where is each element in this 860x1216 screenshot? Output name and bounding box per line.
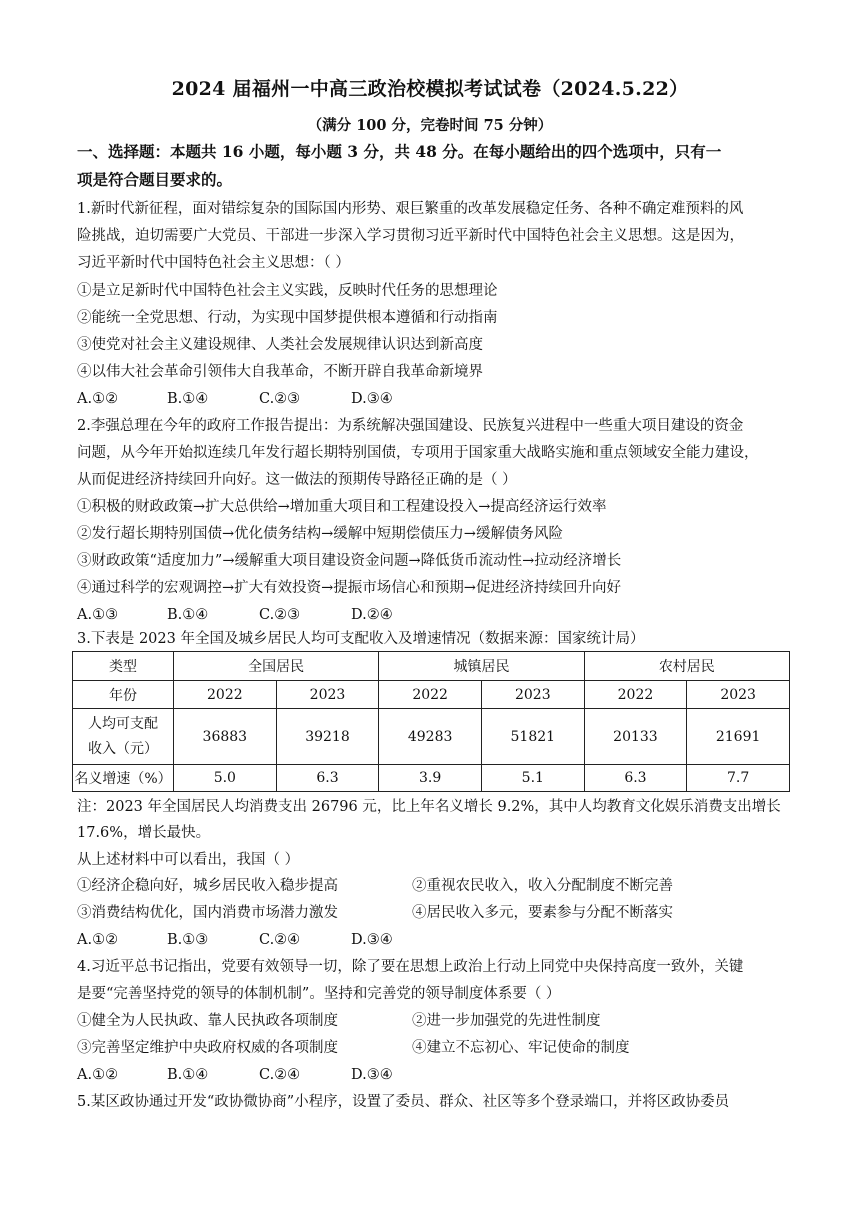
q4-item: ①健全为人民执政、靠人民执政各项制度 [77,1013,338,1029]
q3-note-line: 注：2023 年全国居民人均消费支出 26796 元，比上年名义增长 9.2%，其中人均教育文化娱乐消费支出增长 [77,799,781,815]
table-year-cell: 2022 [584,681,687,709]
exam-title: 2024 届福州一中高三政治校模拟考试试卷（2024.5.22） [171,78,689,100]
q3-item: ③消费结构优化，国内消费市场潜力激发 [77,905,338,921]
q2-choice-b[interactable]: B.①④ [167,607,209,623]
q3-item: ②重视农民收入，收入分配制度不断完善 [412,878,673,894]
table-row [73,709,790,765]
table-growth-cell: 6.3 [584,765,687,792]
q2-item: ①积极的财政政策→扩大总供给→增加重大项目和工程建设投入→提高经济运行效率 [77,499,607,515]
q2-choice-c[interactable]: C.②③ [259,607,301,623]
q3-item: ①经济企稳向好，城乡居民收入稳步提高 [77,878,338,894]
q3-question: 从上述材料中可以看出，我国（ ） [77,852,300,868]
q3-choice-a[interactable]: A.①② [77,932,119,948]
table-year-cell: 2023 [481,681,584,709]
q2-item: ②发行超长期特别国债→优化债务结构→缓解中短期偿债压力→缓解债务风险 [77,526,563,542]
table-year-cell: 2022 [379,681,482,709]
q3-choice-b[interactable]: B.①③ [167,932,209,948]
q1-choice-b[interactable]: B.①④ [167,391,209,407]
table-growth-cell: 3.9 [379,765,482,792]
q4-stem-line: 是要“完善坚持党的领导的体制机制”。坚持和完善党的领导制度体系要（ ） [77,986,561,1002]
q5-stem-line: 5.某区政协通过开发“政协微协商”小程序，设置了委员、群众、社区等多个登录端口，并将区政协委员 [77,1094,730,1110]
table-income-cell: 20133 [584,709,687,765]
q3-stem: 3.下表是 2023 年全国及城乡居民人均可支配收入及增速情况（数据来源：国家统计局） [77,631,645,647]
q4-choice-a[interactable]: A.①② [77,1067,119,1083]
q3-choice-d[interactable]: D.③④ [351,932,393,948]
table-income-cell: 36883 [174,709,277,765]
q3-item: ④居民收入多元，要素参与分配不断落实 [412,905,673,921]
table-header-income [73,709,174,765]
q1-stem-line: 1.新时代新征程，面对错综复杂的国际国内形势、艰巨繁重的改革发展稳定任务、各种不确定难预料的风 [77,201,744,217]
section-heading-line2: 项是符合题目要求的。 [77,170,233,189]
table-header-growth: 名义增速（%） [73,765,174,792]
table-header-year: 年份 [73,681,174,709]
q2-stem-line: 问题，从今年开始拟连续几年发行超长期特别国债，专项用于国家重大战略实施和重点领域安全能力建设， [77,445,759,461]
table-growth-cell: 6.3 [276,765,379,792]
table-income-cell: 21691 [687,709,790,765]
q4-item: ②进一步加强党的先进性制度 [412,1013,601,1029]
table-group-header: 城镇居民 [379,652,584,681]
section-heading-line1: 一、选择题：本题共 16 小题，每小题 3 分，共 48 分。在每小题给出的四个选项中，只有一 [77,142,722,161]
income-label-line1: 人均可支配 [88,715,158,732]
table-row [73,652,790,681]
q1-choice-c[interactable]: C.②③ [259,391,301,407]
table-growth-cell: 5.1 [481,765,584,792]
q4-choice-c[interactable]: C.②④ [259,1067,301,1083]
q2-item: ③财政政策“适度加力”→缓解重大项目建设资金问题→降低货币流动性→拉动经济增长 [77,553,622,569]
table-row [73,681,790,709]
table-year-cell: 2023 [276,681,379,709]
q4-item: ④建立不忘初心、牢记使命的制度 [412,1040,630,1056]
q4-choice-b[interactable]: B.①④ [167,1067,209,1083]
q1-stem-line: 习近平新时代中国特色社会主义思想：（ ） [77,255,350,271]
q1-stem-line: 险挑战，迫切需要广大党员、干部进一步深入学习贯彻习近平新时代中国特色社会主义思想。这是因为， [77,228,744,244]
table-income-cell: 39218 [276,709,379,765]
income-label-line2: 收入（元） [88,740,158,757]
table-year-cell: 2022 [174,681,277,709]
q3-note-line: 17.6%，增长最快。 [77,825,211,841]
table-row [73,765,790,792]
table-header-type: 类型 [73,652,174,681]
q2-stem-line: 从而促进经济持续回升向好。这一做法的预期传导路径正确的是（ ） [77,472,517,488]
exam-subtitle: （满分 100 分，完卷时间 75 分钟） [307,117,553,134]
q1-item: ④以伟大社会革命引领伟大自我革命，不断开辟自我革命新境界 [77,364,483,380]
table-group-header: 全国居民 [174,652,379,681]
table-growth-cell: 5.0 [174,765,277,792]
q2-stem-line: 2.李强总理在今年的政府工作报告提出：为系统解决强国建设、民族复兴进程中一些重大项目建设的资金 [77,418,744,434]
q1-choice-a[interactable]: A.①② [77,391,119,407]
table-income-cell: 51821 [481,709,584,765]
q4-item: ③完善坚定维护中央政府权威的各项制度 [77,1040,338,1056]
q1-choice-d[interactable]: D.③④ [351,391,393,407]
q1-item: ③使党对社会主义建设规律、人类社会发展规律认识达到新高度 [77,337,483,353]
q4-choice-d[interactable]: D.③④ [351,1067,393,1083]
table-income-cell: 49283 [379,709,482,765]
q2-choice-d[interactable]: D.②④ [351,607,393,623]
q1-item: ①是立足新时代中国特色社会主义实践，反映时代任务的思想理论 [77,283,498,299]
q4-stem-line: 4.习近平总书记指出，党要有效领导一切，除了要在思想上政治上行动上同党中央保持高度一致外，关键 [77,959,744,975]
q1-item: ②能统一全党思想、行动，为实现中国梦提供根本遵循和行动指南 [77,310,498,326]
income-table [72,651,790,792]
table-group-header: 农村居民 [584,652,789,681]
q2-item: ④通过科学的宏观调控→扩大有效投资→提振市场信心和预期→促进经济持续回升向好 [77,580,621,596]
q2-choice-a[interactable]: A.①③ [77,607,119,623]
table-growth-cell: 7.7 [687,765,790,792]
q3-choice-c[interactable]: C.②④ [259,932,301,948]
table-year-cell: 2023 [687,681,790,709]
